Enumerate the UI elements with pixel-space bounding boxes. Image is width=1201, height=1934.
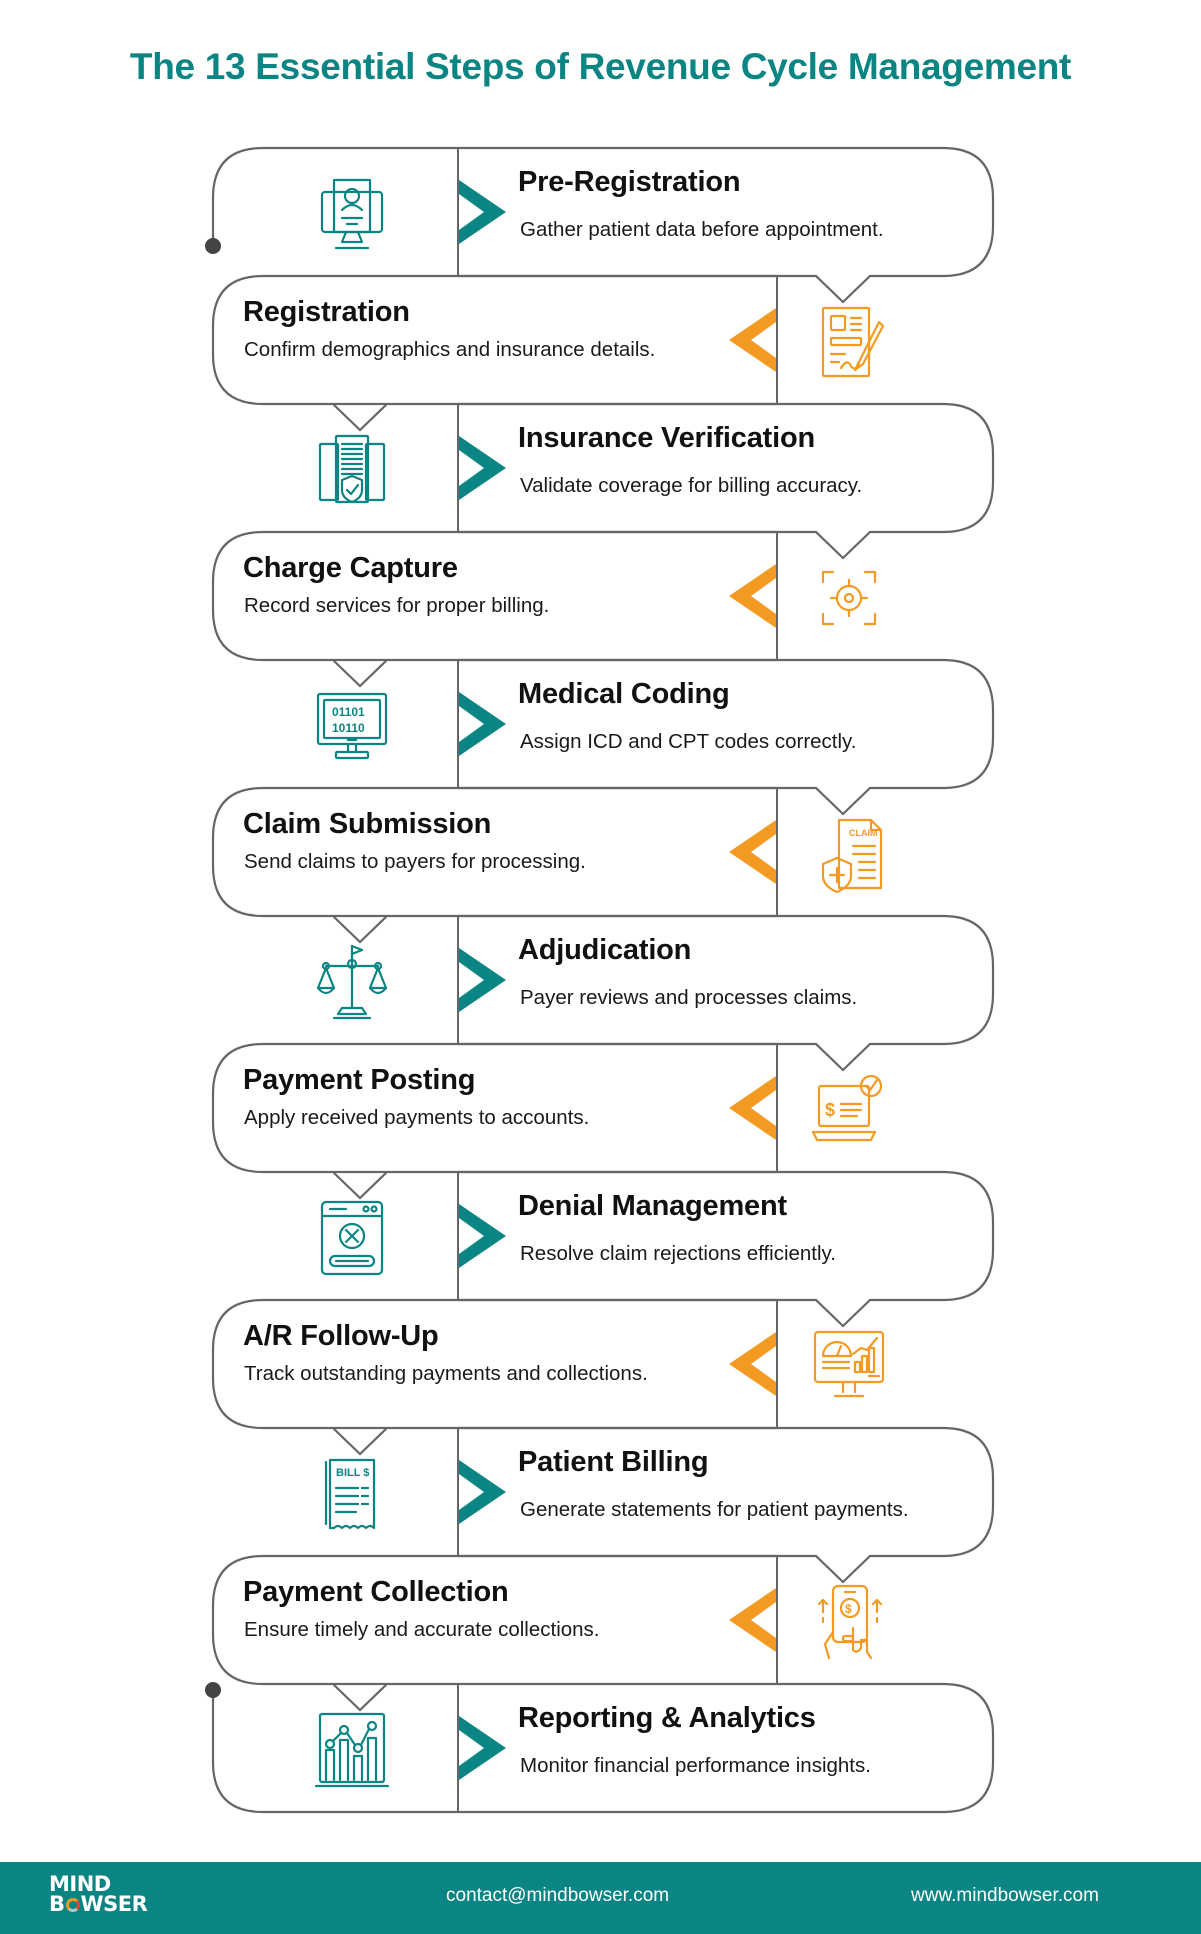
chevron-right-icon — [459, 180, 506, 244]
contact-email-link[interactable]: contact@mindbowser.com — [446, 1885, 670, 1906]
monitor-binary-code-icon — [318, 694, 386, 758]
monitor-patient-profile-icon — [322, 180, 382, 248]
chevron-right-icon — [459, 1460, 506, 1524]
chevron-right-icon — [459, 1204, 506, 1268]
step-title: Patient Billing — [518, 1446, 709, 1478]
logo-swirl-icon — [66, 1898, 80, 1912]
form-signature-icon — [823, 308, 883, 376]
chevron-left-icon — [729, 1076, 776, 1140]
logo-line-1: MIND — [49, 1872, 111, 1896]
step-description: Confirm demographics and insurance details. — [244, 338, 656, 361]
chevron-right-icon — [459, 692, 506, 756]
step-13 — [458, 1684, 506, 1812]
svg-text:$: $ — [845, 1602, 852, 1616]
monitor-gauge-chart-icon — [815, 1332, 883, 1396]
bill-receipt-icon — [326, 1460, 374, 1528]
logo-letters-wser: WSER — [80, 1892, 148, 1916]
analytics-chart-icon — [316, 1714, 388, 1786]
step-description: Validate coverage for billing accuracy. — [520, 474, 863, 497]
svg-text:01101: 01101 — [332, 705, 365, 719]
chevron-left-icon — [729, 308, 776, 372]
step-title: Pre-Registration — [518, 166, 741, 198]
svg-text:10110: 10110 — [332, 721, 365, 735]
svg-text:CLAIM: CLAIM — [849, 828, 878, 838]
end-dot — [205, 1682, 221, 1698]
step-description: Gather patient data before appointment. — [520, 218, 884, 241]
chevron-left-icon — [729, 564, 776, 628]
footer-bar — [0, 1862, 1201, 1934]
step-description: Send claims to payers for processing. — [244, 850, 586, 873]
chevron-left-icon — [729, 1588, 776, 1652]
step-description: Ensure timely and accurate collections. — [244, 1618, 600, 1641]
claim-document-shield-icon — [823, 820, 881, 892]
step-title: Denial Management — [518, 1190, 787, 1222]
step-description: Assign ICD and CPT codes correctly. — [520, 730, 857, 753]
chevron-right-icon — [459, 948, 506, 1012]
target-focus-icon — [823, 572, 875, 624]
start-dot — [205, 238, 221, 254]
step-title: Adjudication — [518, 934, 692, 966]
chevron-left-icon — [729, 820, 776, 884]
chevron-left-icon — [729, 1332, 776, 1396]
step-title: Payment Collection — [243, 1576, 509, 1608]
step-title: Charge Capture — [243, 552, 458, 584]
step-description: Apply received payments to accounts. — [244, 1106, 590, 1129]
step-description: Record services for proper billing. — [244, 594, 550, 617]
chevron-right-icon — [459, 1716, 506, 1780]
website-link[interactable]: www.mindbowser.com — [911, 1885, 1099, 1906]
step-1 — [458, 148, 506, 276]
logo-letter-b: B — [49, 1892, 65, 1916]
step-description: Track outstanding payments and collections. — [244, 1362, 648, 1385]
mindbowser-logo — [49, 1874, 147, 1914]
browser-window-x-icon — [322, 1202, 382, 1274]
documents-shield-check-icon — [320, 436, 384, 502]
step-title: Medical Coding — [518, 678, 730, 710]
step-title: Reporting & Analytics — [518, 1702, 816, 1734]
chevron-right-icon — [459, 436, 506, 500]
laptop-dollar-check-icon — [813, 1076, 881, 1140]
step-title: A/R Follow-Up — [243, 1320, 439, 1352]
step-description: Monitor financial performance insights. — [520, 1754, 871, 1777]
step-description: Generate statements for patient payments. — [520, 1498, 909, 1521]
step-title: Claim Submission — [243, 808, 492, 840]
step-description: Resolve claim rejections efficiently. — [520, 1242, 836, 1265]
scales-of-justice-icon — [318, 946, 386, 1018]
page-title: The 13 Essential Steps of Revenue Cycle Management — [129, 46, 1072, 87]
step-title: Registration — [243, 296, 410, 328]
phone-hand-dollar-icon — [819, 1586, 881, 1658]
svg-text:$: $ — [825, 1100, 836, 1120]
logo-line-2 — [49, 1894, 147, 1914]
step-title: Payment Posting — [243, 1064, 476, 1096]
svg-text:BILL $: BILL $ — [336, 1467, 370, 1479]
step-title: Insurance Verification — [518, 422, 815, 454]
step-description: Payer reviews and processes claims. — [520, 986, 858, 1009]
